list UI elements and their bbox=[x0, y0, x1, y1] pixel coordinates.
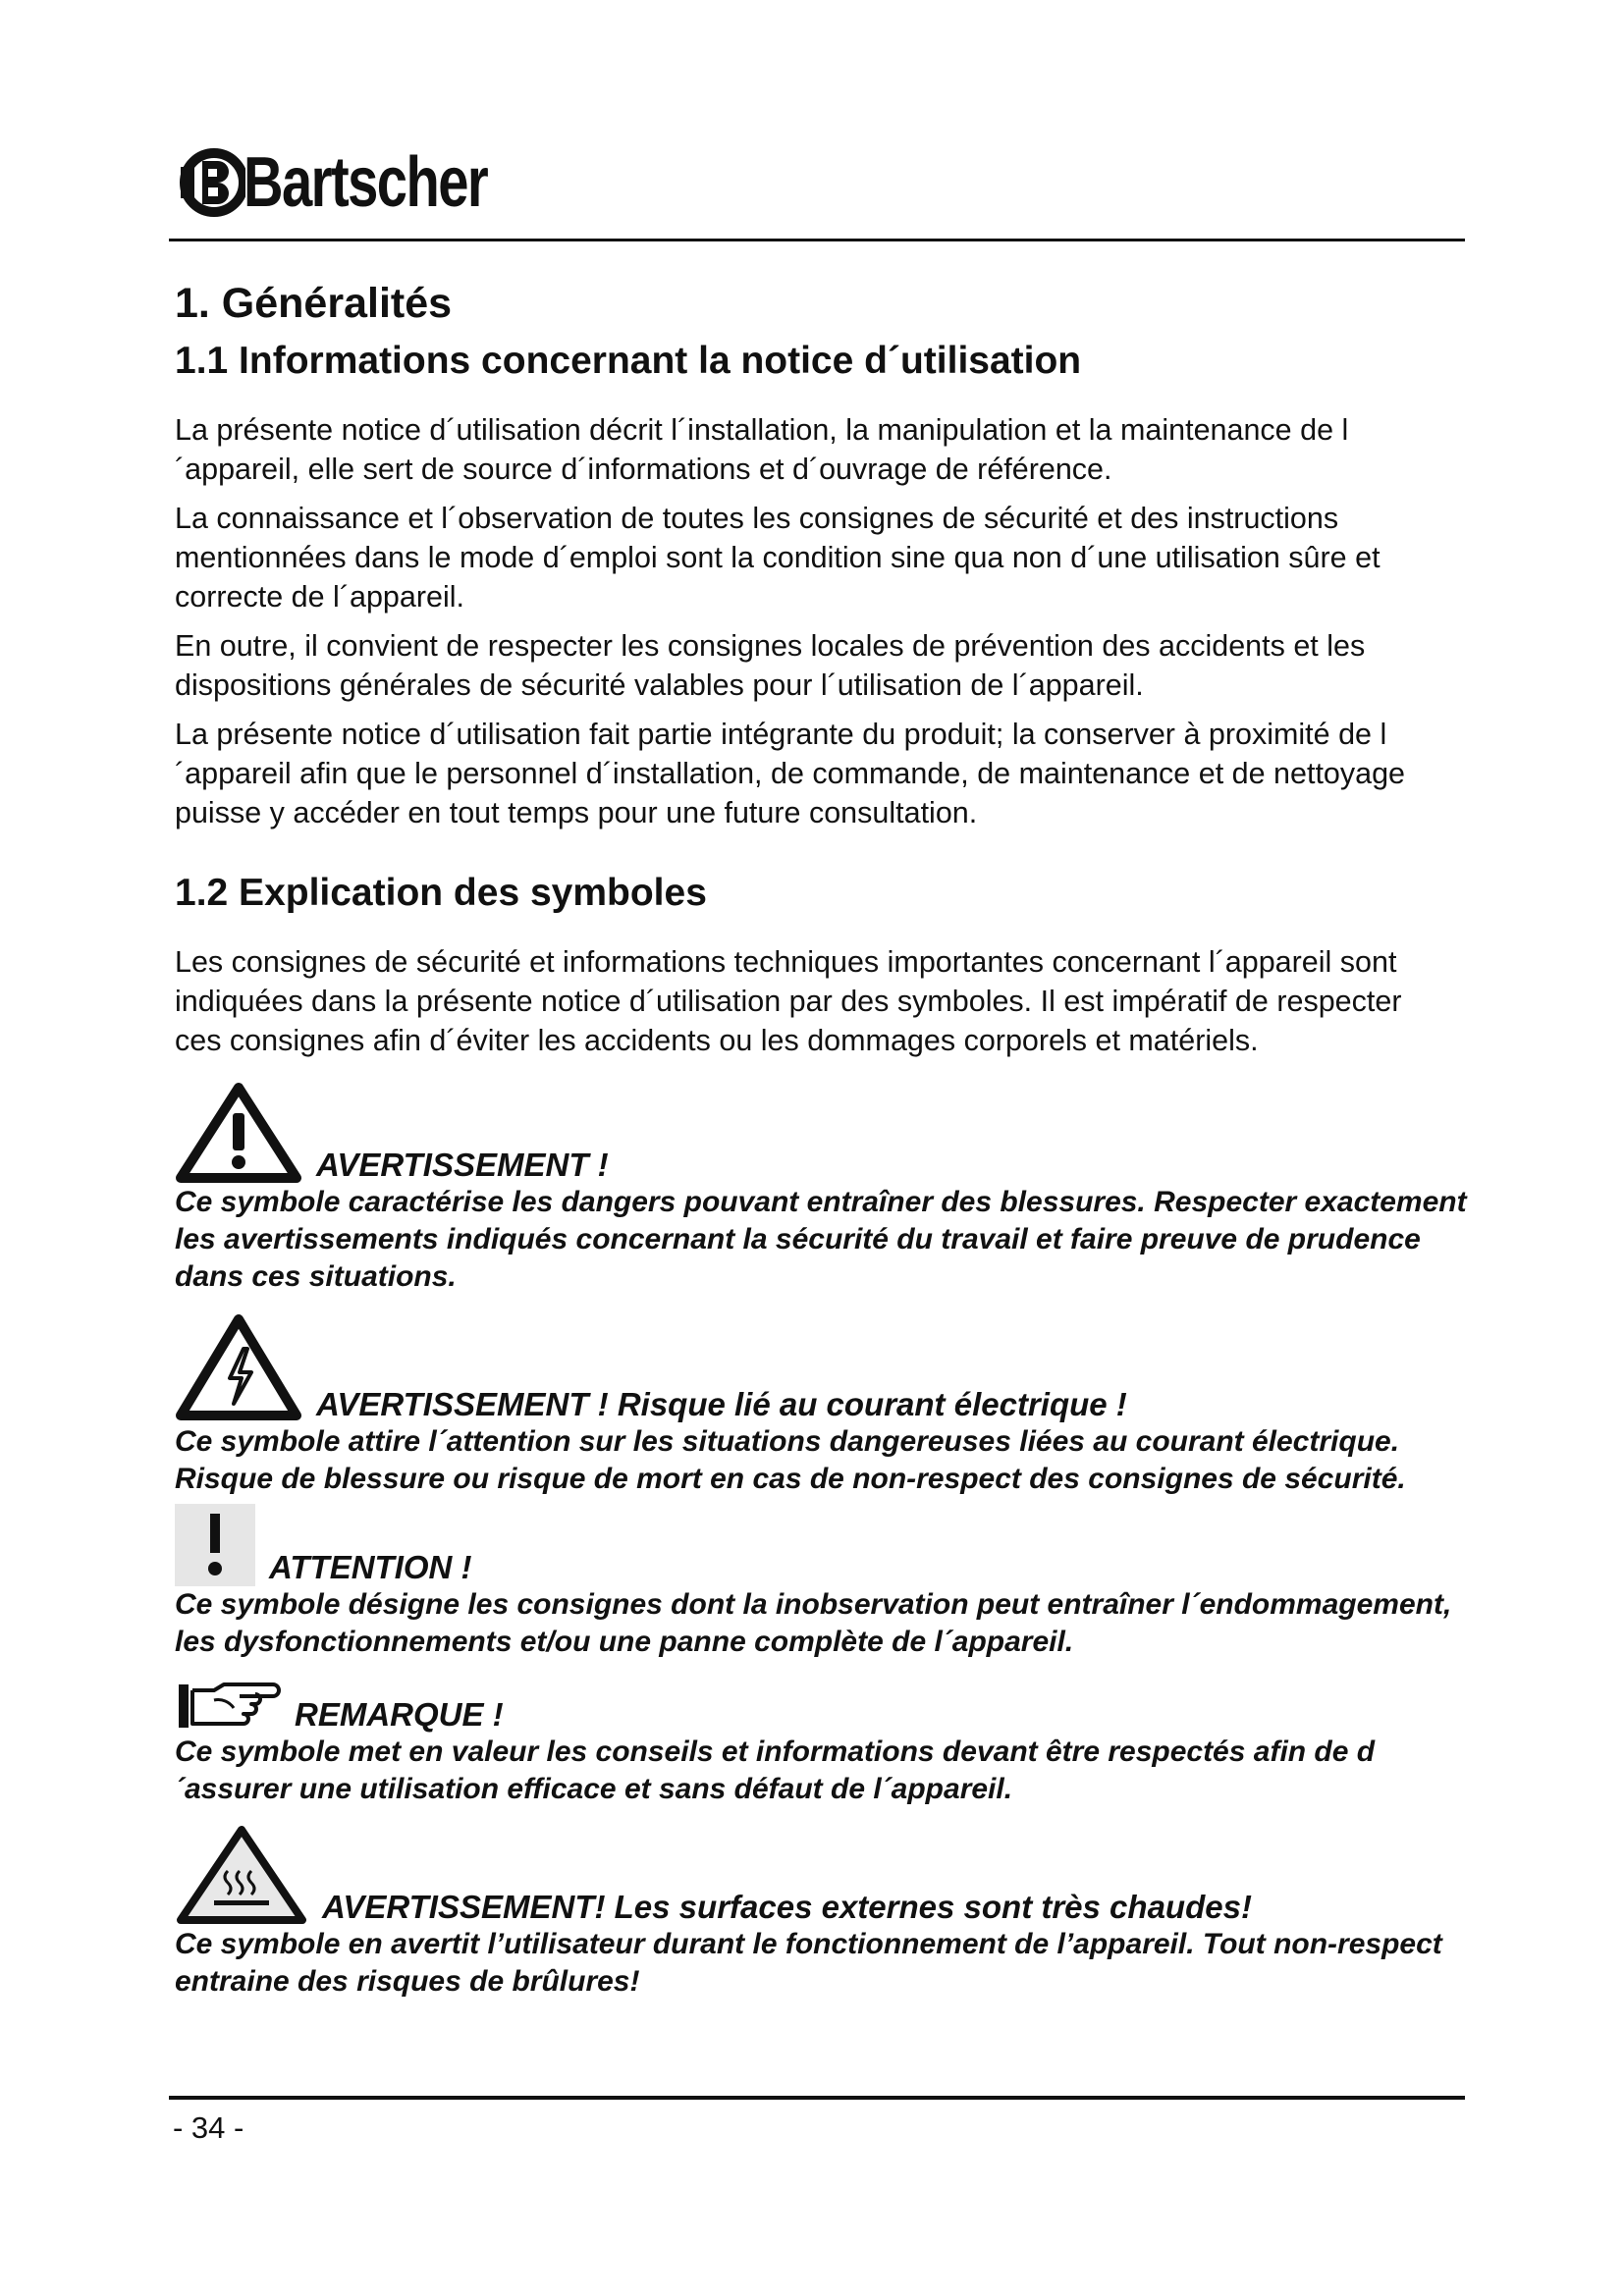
section-title: 1. Généralités bbox=[175, 280, 453, 327]
attention-exclamation-icon bbox=[175, 1504, 255, 1586]
warning-triangle-icon bbox=[175, 1082, 302, 1184]
pointing-hand-icon bbox=[175, 1679, 281, 1734]
hot-surface-icon bbox=[175, 1824, 308, 1926]
page-content bbox=[175, 275, 1471, 2001]
symbol-hot-surface bbox=[175, 1824, 1471, 2001]
brand-logo-mark-icon bbox=[177, 143, 245, 222]
symbol-description: Ce symbole met en valeur les conseils et informations devant être respectés afin de d´assurer une utilisation efficace et sans défaut de l´appareil. bbox=[175, 1735, 1376, 1805]
brand-name: Bartscher bbox=[244, 143, 488, 222]
symbol-warning bbox=[175, 1082, 1471, 1296]
symbol-description: Ce symbole désigne les consignes dont la inobservation peut entraîner l´endommagement, les dysfonctionnements et/ou une panne complète de l´appareil. bbox=[175, 1588, 1452, 1658]
symbol-description: Ce symbole caractérise les dangers pouvant entraîner des blessures. Respecter exactement les avertissements indiqués concernant la sécurité du travail et faire preuve de prudence dans ces situations. bbox=[175, 1186, 1467, 1293]
symbol-description: Ce symbole attire l´attention sur les situations dangereuses liées au courant électrique. Risque de blessure ou risque de mort en cas de non-respect des consignes de sécurité. bbox=[175, 1425, 1406, 1495]
symbol-title: AVERTISSEMENT! Les surfaces externes sont très chaudes! bbox=[322, 1889, 1252, 1925]
electric-hazard-icon bbox=[175, 1313, 302, 1423]
symbol-attention bbox=[175, 1504, 1471, 1661]
header-divider bbox=[169, 239, 1465, 241]
symbol-title: ATTENTION ! bbox=[269, 1549, 472, 1585]
symbol-description: Ce symbole en avertit l’utilisateur durant le fonctionnement de l’appareil. Tout non-respect entraine des risques de brûlures! bbox=[175, 1928, 1442, 1998]
page-number: - 34 - bbox=[173, 2110, 244, 2145]
footer-divider bbox=[169, 2096, 1465, 2100]
paragraph: La présente notice d´utilisation décrit l´installation, la manipulation et la maintenance de l´appareil, elle sert de source d´informations et d´ouvrage de référence. bbox=[175, 413, 1349, 486]
symbol-title: AVERTISSEMENT ! Risque lié au courant électrique ! bbox=[316, 1386, 1127, 1422]
subsection-title-usage-notes: 1.1 Informations concernant la notice d´utilisation bbox=[175, 340, 1082, 382]
symbols-intro: Les consignes de sécurité et informations techniques importantes concernant l´appareil sont indiquées dans la présente notice d´utilisation par des symboles. Il est impératif de respecter ces consignes afin d´éviter les accidents ou les dommages corporels et matériels. bbox=[175, 945, 1402, 1057]
paragraph: La connaissance et l´observation de toutes les consignes de sécurité et des instructions mentionnées dans le mode d´emploi sont la condition sine qua non d´une utilisation sûre et correcte de l´appareil. bbox=[175, 502, 1380, 614]
paragraph: La présente notice d´utilisation fait partie intégrante du produit; la conserver à proximité de l´appareil afin que le personnel d´installation, de commande, de maintenance et de nettoyage puisse y accéder en tout temps pour une future consultation. bbox=[175, 718, 1406, 829]
brand-logo bbox=[177, 135, 556, 230]
symbol-title: REMARQUE ! bbox=[295, 1696, 504, 1733]
paragraph: En outre, il convient de respecter les consignes locales de prévention des accidents et les dispositions générales de sécurité valables pour l´utilisation de l´appareil. bbox=[175, 629, 1366, 702]
symbol-remark bbox=[175, 1679, 1471, 1808]
subsection-title-symbols: 1.2 Explication des symboles bbox=[175, 872, 707, 914]
symbol-electric-warning bbox=[175, 1313, 1471, 1498]
symbol-title: AVERTISSEMENT ! bbox=[316, 1147, 609, 1183]
